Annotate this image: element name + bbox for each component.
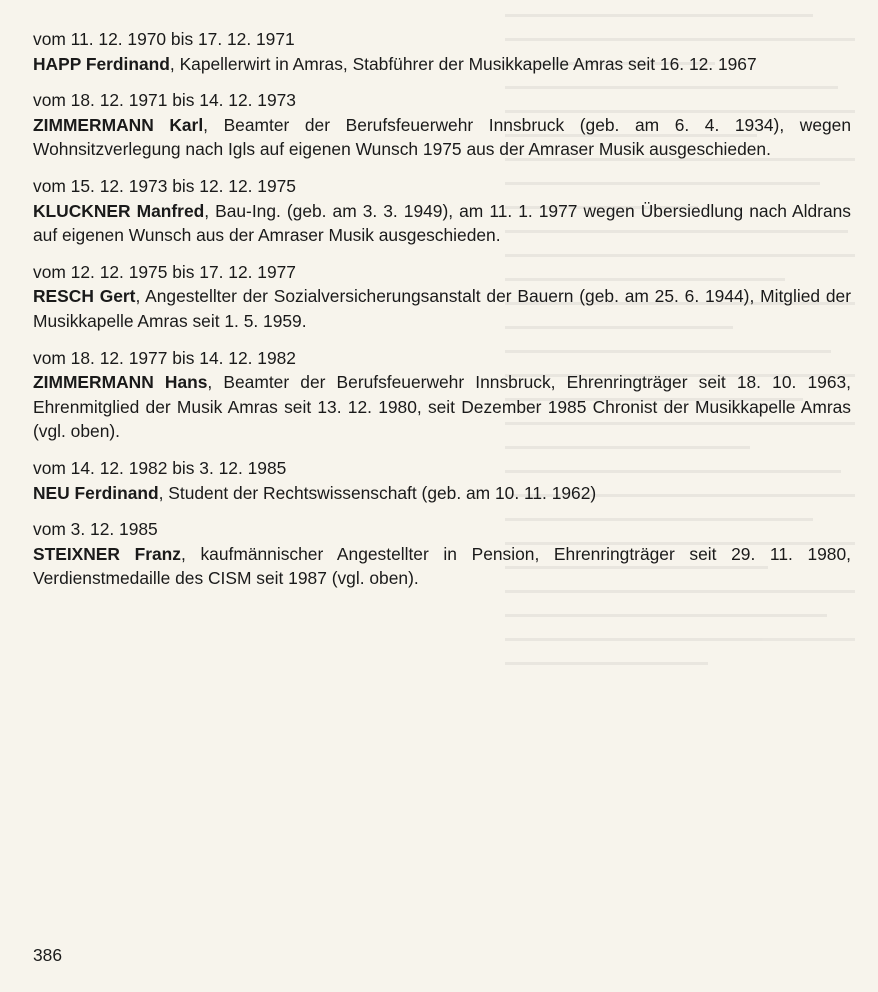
entry-text: , Bau-Ing. (geb. am 3. 3. 1949), am 11. 1. 1977 wegen Übersiedlung nach Aldrans auf eigenen Wunsch aus der Amraser Musik ausgeschieden.	[33, 200, 851, 246]
entry	[33, 456, 851, 505]
entry-name: STEIXNER Franz	[33, 543, 181, 564]
entry-period: vom 14. 12. 1982 bis 3. 12. 1985	[33, 457, 287, 478]
entry-period: vom 18. 12. 1971 bis 14. 12. 1973	[33, 90, 296, 111]
entry	[33, 88, 851, 162]
entry-description	[33, 284, 851, 333]
entry-name: KLUCKNER Manfred	[33, 200, 205, 221]
entry-text: , Beamter der Berufsfeuerwehr Innsbruck (geb. am 6. 4. 1934), wegen Wohnsitzverlegung nach Igls auf eigenen Wunsch 1975 aus der Amraser Musik ausgeschieden.	[33, 114, 852, 160]
entry-text: , Angestellter der Sozialversicherungsanstalt der Bauern (geb. am 25. 6. 1944), Mitglied der Musikkapelle Amras seit 1. 5. 1959.	[33, 286, 851, 331]
entry-description	[33, 199, 851, 248]
entry	[33, 260, 851, 334]
entry	[33, 27, 851, 76]
entry-name: ZIMMERMANN Karl	[33, 114, 204, 135]
entry-name: RESCH Gert	[33, 286, 136, 307]
entry-period: vom 11. 12. 1970 bis 17. 12. 1971	[33, 29, 295, 49]
entry-description	[33, 52, 851, 77]
entry-period: vom 12. 12. 1975 bis 17. 12. 1977	[33, 261, 296, 282]
entry-description	[33, 481, 851, 506]
entry-name: NEU Ferdinand	[33, 482, 159, 503]
entry-name: HAPP Ferdinand	[33, 53, 170, 74]
entry-text: , Beamter der Berufsfeuerwehr Innsbruck, Ehrenringträger seit 18. 10. 1963, Ehrenmitglied der Musik Amras seit 13. 12. 1980, seit Dezember 1985 Chronist der Musikkapelle Amras (vgl. oben).	[33, 372, 851, 442]
entry-text: , Student der Rechtswissenschaft (geb. am 10. 11. 1962)	[158, 482, 597, 503]
entry-period: vom 15. 12. 1973 bis 12. 12. 1975	[33, 175, 296, 196]
entry-text: , Kapellerwirt in Amras, Stabführer der Musikkapelle Amras seit 16. 12. 1967	[169, 53, 757, 74]
entry-period: vom 18. 12. 1977 bis 14. 12. 1982	[33, 347, 296, 368]
entry-description	[33, 113, 851, 162]
entry	[33, 517, 851, 591]
entry-text: , kaufmännischer Angestellter in Pension, Ehrenringträger seit 29. 11. 1980, Verdienstmedaille des CISM seit 1987 (vgl. oben).	[33, 543, 851, 589]
entry-name: ZIMMERMANN Hans	[33, 372, 208, 393]
page-number: 386	[33, 945, 63, 965]
entry-period: vom 3. 12. 1985	[33, 519, 158, 540]
entry-list	[33, 27, 851, 603]
entry	[33, 346, 851, 444]
entry-description	[33, 542, 851, 591]
entry	[33, 174, 851, 248]
entry-description	[33, 370, 851, 444]
